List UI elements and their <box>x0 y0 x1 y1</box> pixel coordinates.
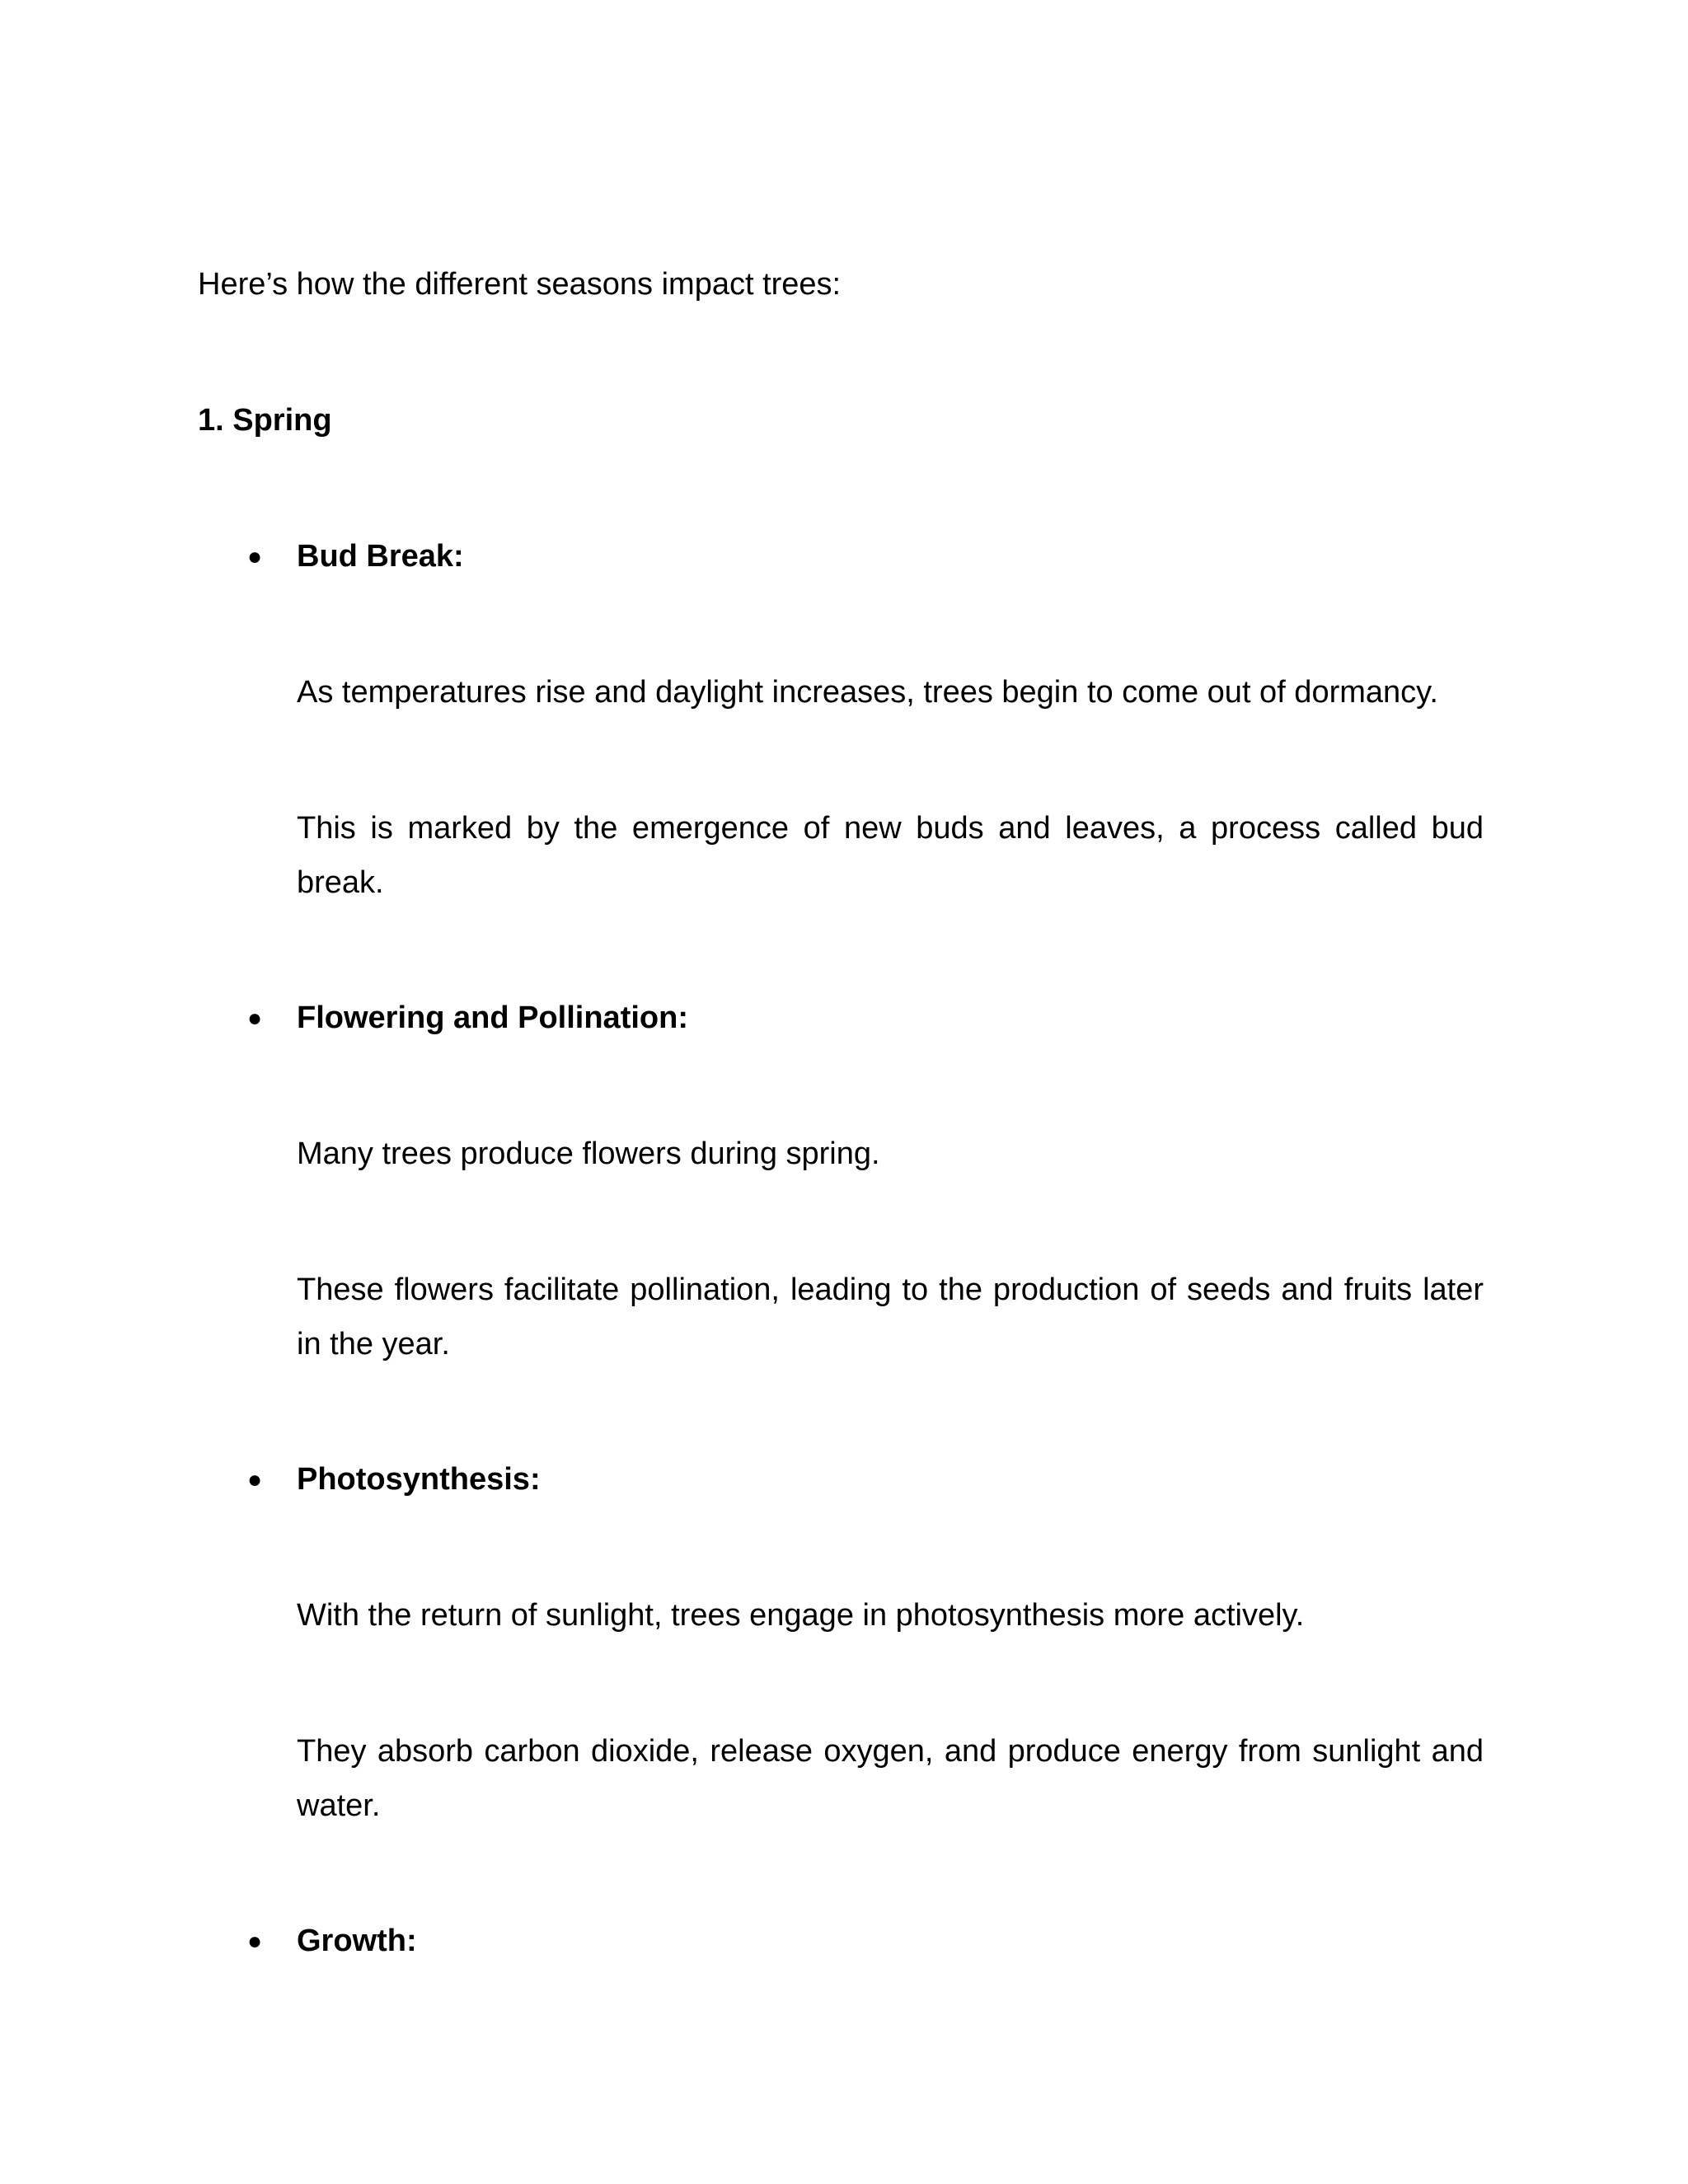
item-paragraph: As temperatures rise and daylight increases, trees begin to come out of dormancy. <box>297 675 1438 710</box>
item-paragraph: This is marked by the emergence of new buds and leaves, a process called bud break. <box>297 811 1484 900</box>
section-heading-spring: 1. Spring <box>198 403 332 438</box>
intro-text: Here’s how the different seasons impact trees: <box>198 267 842 302</box>
bullet-icon: ● <box>247 1466 263 1493</box>
item-title-photosynthesis: Photosynthesis: <box>297 1462 541 1497</box>
item-paragraph: Many trees produce flowers during spring. <box>297 1137 880 1171</box>
item-title-flowering: Flowering and Pollination: <box>297 1001 688 1035</box>
item-title-growth: Growth: <box>297 1924 417 1958</box>
item-paragraph: With the return of sunlight, trees engage in photosynthesis more actively. <box>297 1598 1305 1633</box>
bullet-icon: ● <box>247 543 263 570</box>
item-title-bud-break: Bud Break: <box>297 539 464 574</box>
bullet-icon: ● <box>247 1005 263 1032</box>
item-paragraph: These flowers facilitate pollination, leading to the production of seeds and fruits later in the year. <box>297 1272 1484 1361</box>
bullet-icon: ● <box>247 1928 263 1955</box>
item-paragraph: They absorb carbon dioxide, release oxygen, and produce energy from sunlight and water. <box>297 1734 1484 1823</box>
